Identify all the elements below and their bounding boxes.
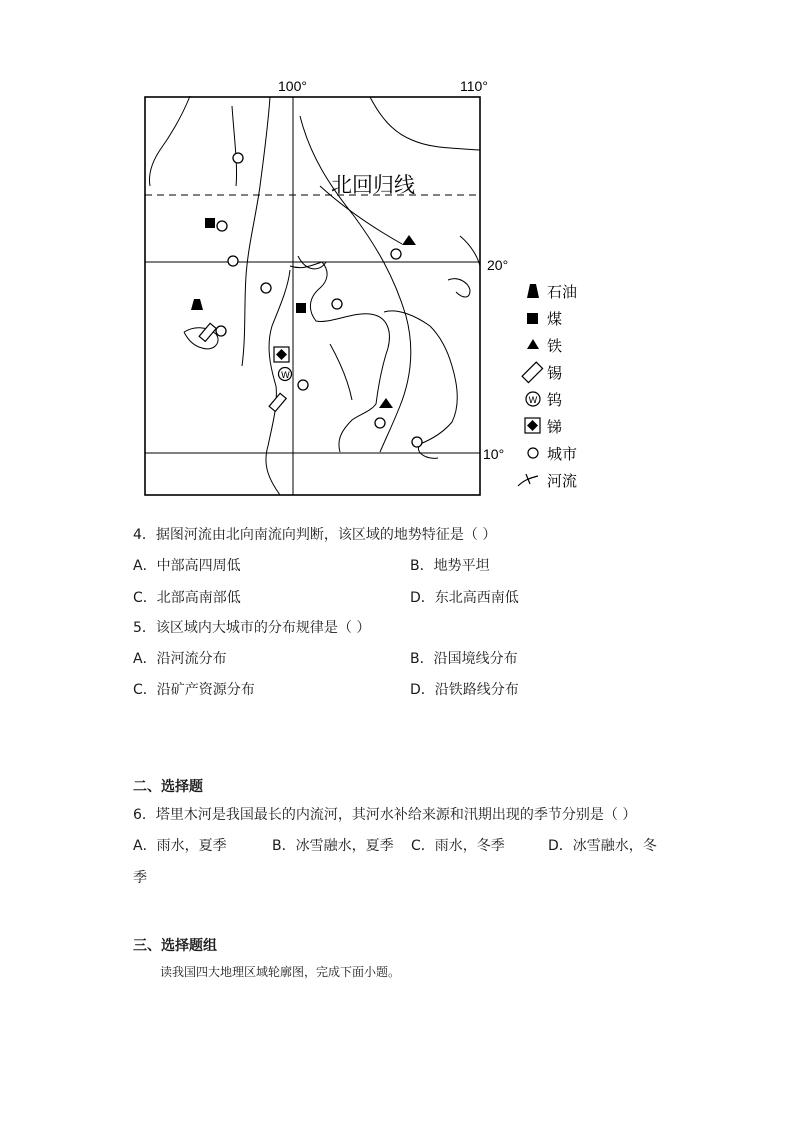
legend-label-city: 城市 [547, 445, 578, 463]
q4-option-d[interactable]: D．东北高西南低 [410, 590, 519, 606]
tin-marker [199, 323, 216, 341]
q6-stem: 6．塔里木河是我国最长的内流河，其河水补给来源和汛期出现的季节分别是（ ） [133, 807, 637, 823]
lat-label-20: 20° [487, 257, 509, 273]
rivers [232, 97, 411, 452]
legend-label-river: 河流 [547, 472, 578, 490]
svg-text:W: W [528, 396, 538, 406]
cities [216, 153, 422, 447]
q4-option-c[interactable]: C．北部高南部低 [133, 590, 241, 606]
city-icon [528, 448, 538, 458]
lon-label-110: 110° [460, 78, 488, 94]
svg-text:W: W [281, 371, 290, 381]
city-marker [216, 326, 226, 336]
q5-option-d[interactable]: D．沿铁路线分布 [410, 682, 519, 698]
legend-label-oil: 石油 [547, 283, 578, 301]
section-3-intro: 读我国四大地理区域轮廓图，完成下面小题。 [160, 965, 401, 979]
city-marker [228, 256, 238, 266]
q5-option-b[interactable]: B．沿国境线分布 [410, 651, 518, 667]
q6-option-a[interactable]: A．雨水，夏季 [133, 838, 227, 854]
coal-icon [527, 313, 538, 324]
coal-marker [205, 218, 215, 228]
legend-label-antimony: 锑 [547, 418, 563, 436]
q6-option-b[interactable]: B．冰雪融水，夏季 [272, 838, 394, 854]
section-3-heading: 三、选择题组 [133, 938, 217, 954]
tropic-label: 北回归线 [331, 173, 415, 197]
tin-icon [522, 362, 543, 383]
q4-option-a[interactable]: A．中部高四周低 [133, 558, 241, 574]
southeast-asia-map [130, 76, 600, 506]
legend-label-tin: 锡 [547, 364, 563, 382]
q5-option-a[interactable]: A．沿河流分布 [133, 651, 227, 667]
lat-label-10: 10° [483, 446, 505, 462]
iron-marker [402, 235, 416, 245]
q4-stem: 4．据图河流由北向南流向判断，该区域的地势特征是（ ） [133, 527, 497, 543]
oil-marker [191, 299, 203, 310]
tungsten-icon [526, 392, 540, 406]
q5-option-c[interactable]: C．沿矿产资源分布 [133, 682, 255, 698]
map-legend [518, 283, 577, 490]
city-marker [261, 283, 271, 293]
oil-icon [527, 284, 539, 298]
q6-option-c[interactable]: C．雨水，冬季 [411, 838, 505, 854]
q5-stem: 5．该区域内大城市的分布规律是（ ） [133, 620, 371, 636]
map-frame [145, 97, 480, 495]
q6-option-d-continued: 季 [133, 870, 147, 886]
iron-icon [527, 339, 539, 349]
q4-option-b[interactable]: B．地势平坦 [410, 558, 490, 574]
tungsten-marker [279, 368, 292, 382]
legend-label-iron: 铁 [547, 337, 563, 355]
lon-label-100: 100° [278, 78, 307, 94]
river-icon [518, 474, 538, 486]
q6-option-d[interactable]: D．冰雪融水，冬 [548, 838, 657, 854]
legend-label-tungsten: 钨 [547, 391, 563, 409]
city-marker [375, 418, 385, 428]
tin-marker [269, 393, 286, 411]
city-marker [298, 380, 308, 390]
iron-marker [379, 398, 393, 408]
coal-marker [296, 303, 306, 313]
city-marker [412, 437, 422, 447]
city-marker [332, 299, 342, 309]
city-marker [391, 249, 401, 259]
legend-label-coal: 煤 [547, 310, 563, 328]
city-marker [217, 221, 227, 231]
antimony-marker [274, 347, 289, 362]
city-marker [233, 153, 243, 163]
antimony-icon [525, 418, 540, 433]
section-2-heading: 二、选择题 [133, 779, 203, 795]
